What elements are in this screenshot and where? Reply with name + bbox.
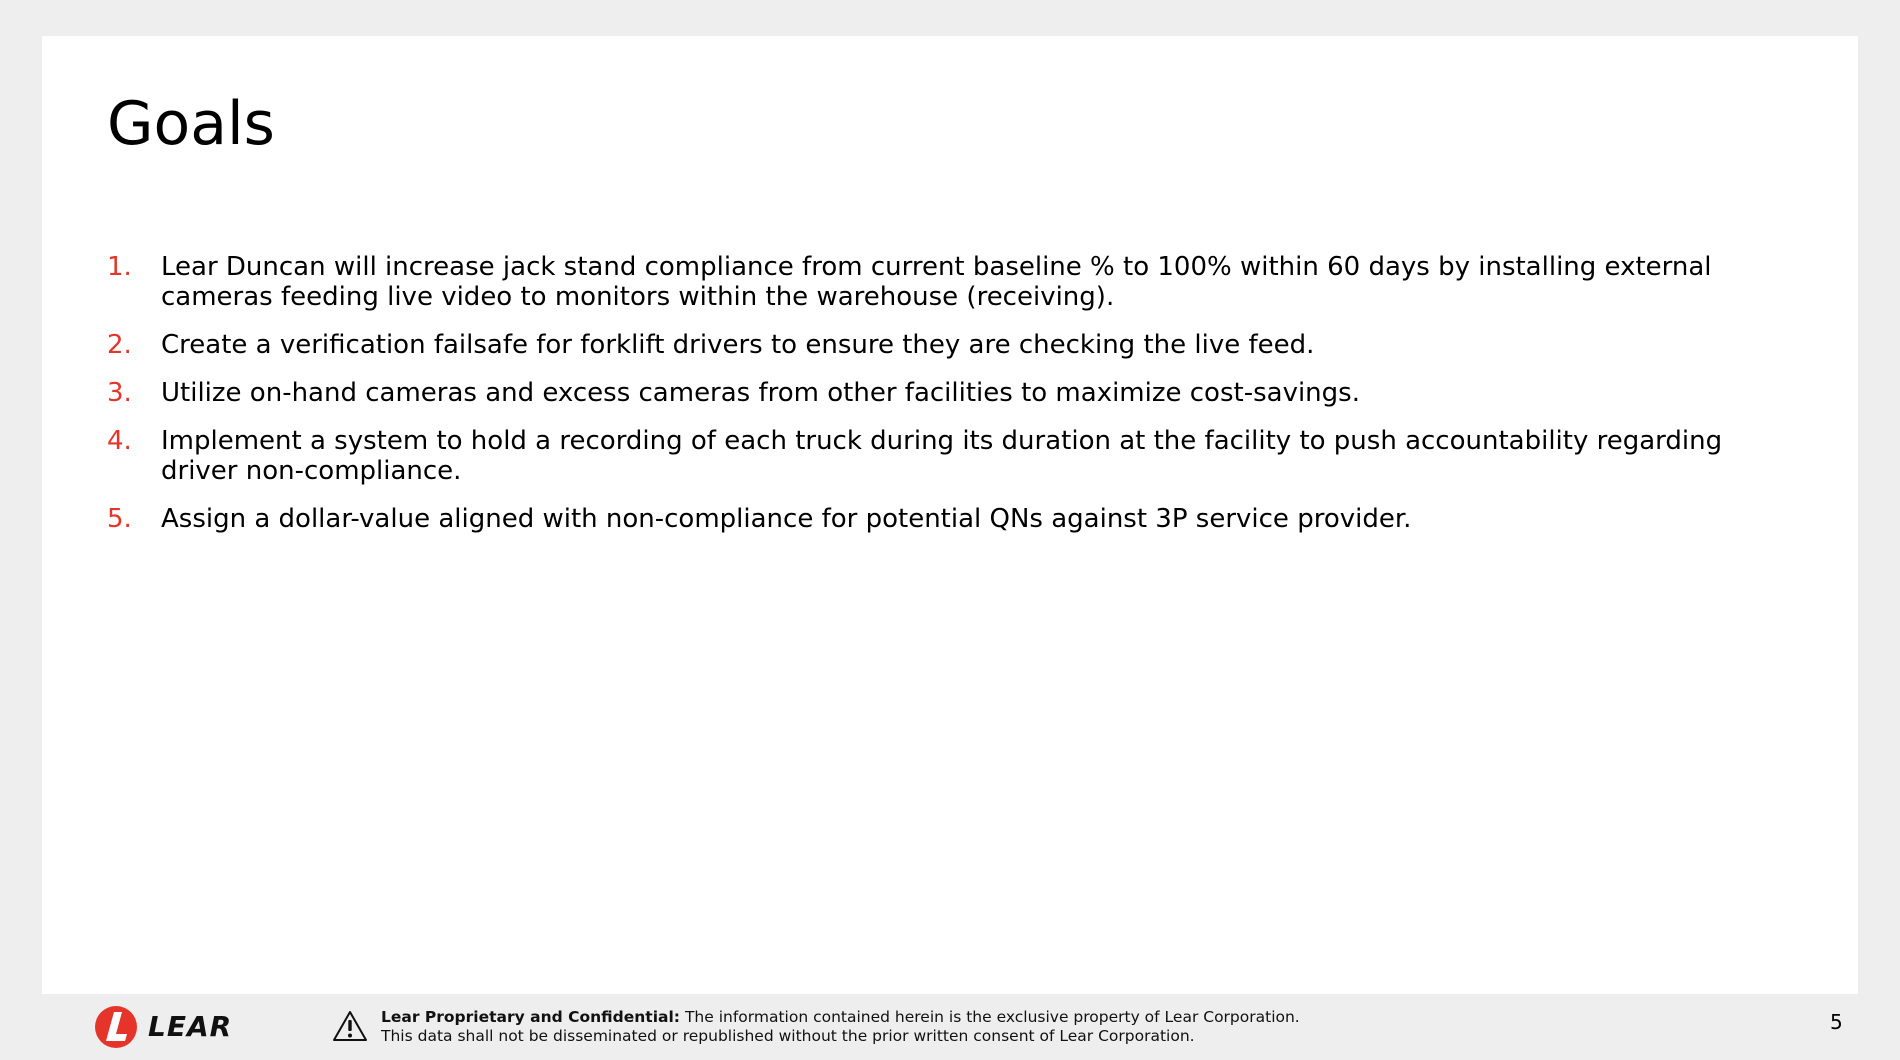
- goal-item-1: [107, 252, 1797, 312]
- slide-title: Goals: [107, 89, 275, 159]
- goal-text: Create a verification failsafe for forklift drivers to ensure they are checking the live feed.: [161, 330, 1315, 360]
- goal-number: 1.: [107, 252, 132, 282]
- goal-item-3: [107, 378, 1797, 408]
- confidentiality-line-1: [381, 1008, 1300, 1027]
- slide: [42, 36, 1858, 994]
- goal-item-2: [107, 330, 1797, 360]
- warning-triangle-icon: [332, 1010, 368, 1042]
- lear-logo: [94, 1004, 244, 1050]
- goal-item-4: [107, 426, 1797, 486]
- confidentiality-text-2: This data shall not be disseminated or republished without the prior written consent of Lear Corporation.: [381, 1027, 1195, 1045]
- confidentiality-label: Lear Proprietary and Confidential:: [381, 1008, 680, 1026]
- goals-list: [107, 252, 1797, 552]
- confidentiality-notice: [381, 1008, 1300, 1046]
- goal-number: 2.: [107, 330, 132, 360]
- goal-text: Utilize on-hand cameras and excess cameras from other facilities to maximize cost-savings.: [161, 378, 1360, 408]
- goal-text: Implement a system to hold a recording of each truck during its duration at the facility to push accountability regarding driver non-compliance.: [161, 426, 1723, 486]
- page-number: 5: [1830, 1010, 1843, 1034]
- goal-number: 4.: [107, 426, 132, 456]
- logo-text: LEAR: [148, 1010, 233, 1043]
- confidentiality-text-1: The information contained herein is the exclusive property of Lear Corporation.: [684, 1008, 1300, 1026]
- lear-logo-icon: [94, 1004, 138, 1050]
- goal-number: 3.: [107, 378, 132, 408]
- goal-text: Lear Duncan will increase jack stand compliance from current baseline % to 100% within 60 days by installing external cameras feeding live video to monitors within the warehouse (receiving).: [161, 252, 1712, 312]
- goal-number: 5.: [107, 504, 132, 534]
- goal-text: Assign a dollar-value aligned with non-compliance for potential QNs against 3P service provider.: [161, 504, 1412, 534]
- slide-footer: [0, 994, 1900, 1060]
- goal-item-5: [107, 504, 1797, 534]
